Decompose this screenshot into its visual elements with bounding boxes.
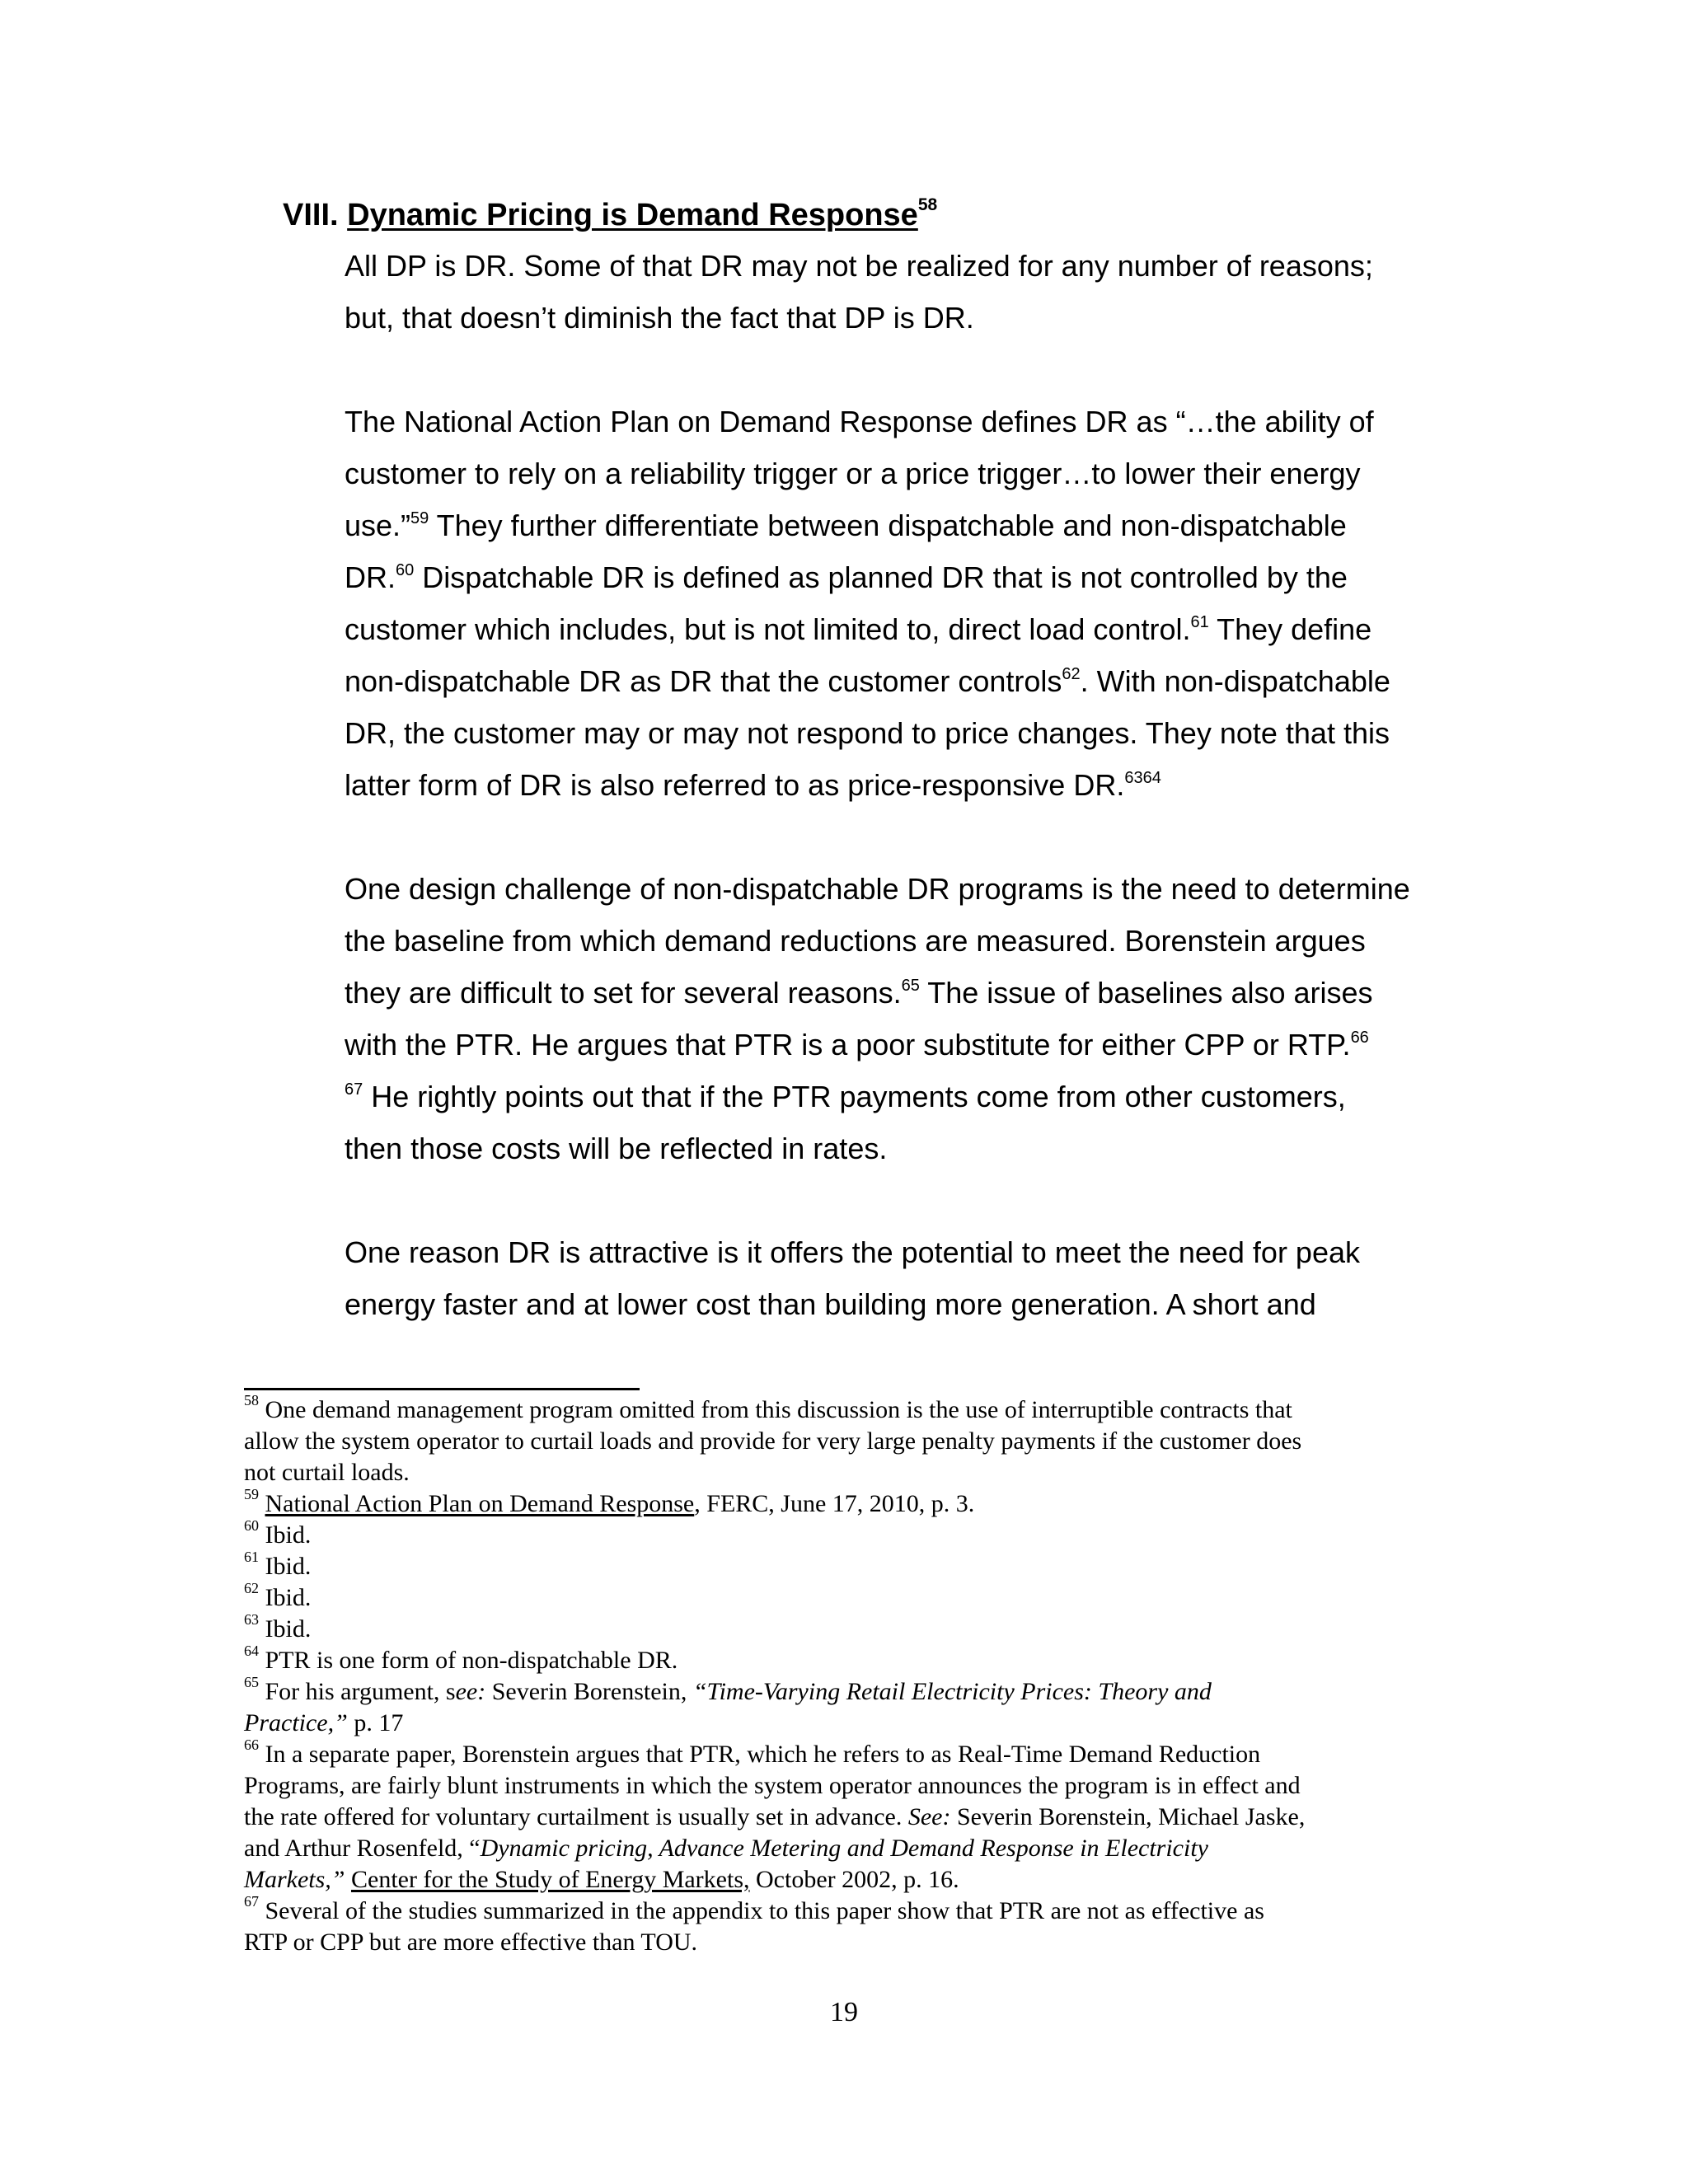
footnote-65-line-2 [244,1708,403,1739]
footnote-66-line-1 [244,1736,1261,1770]
p2-line-5-text-b: They define [1208,612,1372,646]
footnote-ref-6364[interactable]: 6364 [1124,769,1161,787]
p2-line-3-text-a: use.” [345,509,411,542]
footnote-66-text-3b: Severin Borenstein, Michael Jaske, [950,1803,1306,1830]
footnote-63-number: 63 [244,1611,259,1628]
footnote-ref-65[interactable]: 65 [901,977,920,995]
p3-line-1: One design challenge of non-dispatchable DR programs is the need to determine [345,872,1410,906]
footnote-62-number: 62 [244,1580,259,1596]
footnote-66-see: See: [907,1803,951,1830]
p2-line-2: customer to rely on a reliability trigger or a price trigger…to lower their energy [345,457,1361,490]
p2-line-6 [345,663,1390,700]
footnote-ref-62[interactable]: 62 [1062,665,1081,683]
footnote-66-text-1: In a separate paper, Borenstein argues that PTR, which he refers to as Real-Time Demand Reduction [259,1741,1261,1768]
p3-line-4 [345,1027,1369,1063]
footnote-62 [244,1582,311,1614]
p1-line-2: but, that doesn’t diminish the fact that DP is DR. [345,301,974,335]
footnote-66-line-4 [244,1833,1208,1864]
p2-line-3-text-b: They further differentiate between dispatchable and non-dispatchable [429,509,1347,542]
footnote-ref-67[interactable]: 67 [345,1080,363,1099]
footnote-61-number: 61 [244,1549,259,1565]
p2-line-8 [345,767,1161,804]
footnote-58-line-1 [244,1394,1292,1426]
footnote-65-title-2: Practice,” [244,1709,348,1736]
footnote-64-text: PTR is one form of non-dispatchable DR. [259,1647,678,1674]
footnote-65-number: 65 [244,1674,259,1690]
footnote-66-org: Center for the Study of Energy Markets, [351,1866,750,1893]
footnote-66-text-3a: the rate offered for voluntary curtailment is usually set in advance. [244,1803,908,1830]
footnote-60-text: Ibid. [259,1521,312,1549]
footnote-separator [244,1388,640,1390]
page-number: 19 [830,1997,858,2027]
section-title: Dynamic Pricing is Demand Response [347,198,918,232]
p2-line-8-text-a: latter form of DR is also referred to as price-responsive DR. [345,768,1125,802]
footnote-66-line-2: Programs, are fairly blunt instruments in which the system operator announces the program is in effect and [244,1772,1301,1799]
footnote-65-text-b: Severin Borenstein, [485,1678,693,1705]
p3-line-2: the baseline from which demand reductions are measured. Borenstein argues [345,924,1366,958]
p2-line-4-text-a: DR. [345,560,396,594]
footnote-ref-61[interactable]: 61 [1190,613,1209,631]
footnote-ref-66[interactable]: 66 [1350,1029,1369,1047]
footnote-64 [244,1645,678,1676]
footnote-61-text: Ibid. [259,1553,312,1580]
footnote-58-line-2: allow the system operator to curtail loads and provide for very large penalty payments if the customer does [244,1427,1302,1455]
p2-line-6-text-b: . With non-dispatchable [1080,664,1390,698]
p3-line-6: then those costs will be reflected in rates. [345,1132,888,1165]
p2-line-3 [345,508,1347,544]
p2-line-5 [345,612,1372,648]
footnote-58-text: One demand management program omitted from this discussion is the use of interruptible contracts that [259,1396,1292,1423]
p2-line-7: DR, the customer may or may not respond to price changes. They note that this [345,716,1390,750]
section-numeral: VIII. [283,198,339,232]
footnote-66-title-2: Markets,” [244,1866,345,1893]
footnote-59-number: 59 [244,1486,259,1502]
p3-line-3-text-a: they are difficult to set for several reasons. [345,976,902,1010]
p2-line-5-text-a: customer which includes, but is not limited to, direct load control. [345,612,1191,646]
footnote-66-text-4a: and Arthur Rosenfeld, “ [244,1835,481,1862]
footnote-ref-58[interactable]: 58 [917,195,938,215]
footnote-60-number: 60 [244,1517,259,1534]
footnote-65-line-1 [244,1676,1212,1708]
footnote-66-line-3 [244,1802,1305,1833]
footnote-63 [244,1611,312,1645]
p1-line-1: All DP is DR. Some of that DR may not be realized for any number of reasons; [345,249,1373,283]
footnote-66-space [345,1866,352,1893]
footnote-62-text: Ibid. [259,1584,312,1611]
footnote-58-line-3: not curtail loads. [244,1459,410,1486]
section-heading [283,196,937,234]
footnote-60 [244,1517,312,1551]
footnote-ref-60[interactable]: 60 [396,561,415,579]
footnote-63-text: Ibid. [259,1615,312,1643]
footnote-66-number: 66 [244,1736,259,1753]
footnote-64-number: 64 [244,1643,259,1659]
footnote-65-text-c: p. 17 [347,1709,404,1736]
footnote-ref-59[interactable]: 59 [410,509,429,527]
footnote-59-rest: , FERC, June 17, 2010, p. 3. [694,1490,975,1517]
footnote-65-title-1: “Time-Varying Retail Electricity Prices: Theory and [692,1678,1212,1705]
p2-line-6-text-a: non-dispatchable DR as DR that the customer controls [345,664,1062,698]
p3-line-3-text-b: The issue of baselines also arises [919,976,1373,1010]
footnote-67-number: 67 [244,1893,259,1910]
p2-line-4-text-b: Dispatchable DR is defined as planned DR that is not controlled by the [414,560,1348,594]
footnote-58-number: 58 [244,1392,259,1408]
p3-line-5 [345,1079,1346,1115]
footnote-67-line-2: RTP or CPP but are more effective than TOU. [244,1929,698,1956]
footnote-67-line-1 [244,1893,1264,1927]
p3-line-5-text-b: He rightly points out that if the PTR payments come from other customers, [363,1080,1346,1113]
p2-line-4 [345,560,1348,596]
p3-line-3 [345,975,1373,1011]
footnote-65-see: ee: [455,1678,486,1705]
footnote-61 [244,1551,311,1582]
p3-line-4-text-a: with the PTR. He argues that PTR is a poor substitute for either CPP or RTP. [345,1028,1351,1062]
footnote-65-text-a: For his argument, s [259,1678,456,1705]
footnote-59 [244,1488,974,1520]
footnote-66-title-1: Dynamic pricing, Advance Metering and Demand Response in Electricity [480,1835,1208,1862]
footnote-59-title: National Action Plan on Demand Response [265,1490,695,1517]
p2-line-1: The National Action Plan on Demand Response defines DR as “…the ability of [345,405,1374,438]
footnote-66-line-5 [244,1864,959,1896]
footnote-66-text-5b: October 2002, p. 16. [749,1866,959,1893]
p4-line-1: One reason DR is attractive is it offers the potential to meet the need for peak [345,1235,1360,1269]
footnote-67-text-1: Several of the studies summarized in the appendix to this paper show that PTR are not as effective as [259,1897,1264,1924]
p4-line-2: energy faster and at lower cost than building more generation. A short and [345,1287,1316,1321]
